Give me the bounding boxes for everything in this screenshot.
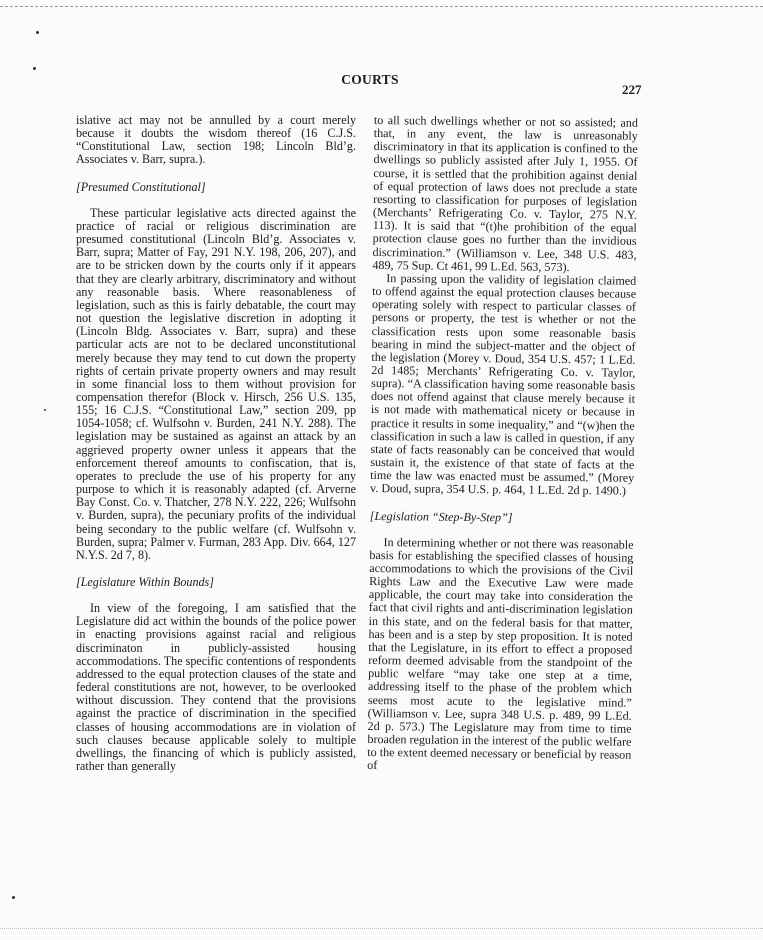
paragraph: In view of the foregoing, I am satisfied that the Legislature did act within the bounds of the police power in enacting provisions against racial and religious discriminaton in publicly-assisted housing accommodations. The specific contentions of respondents addressed to the equal protection clauses of the state and federal constitutions are not, however, to be overlooked without discussion. They contend that the provisions against the practice of discrimination in the specified classes of housing accommodations are in violation of such clauses because applicable solely to multiple dwellings, the financing of which is publicly assisted, rather than generally (76, 601, 356, 774)
paragraph: In determining whether or not there was reasonable basis for establishing the specified classes of housing accommodations to which the provisions of the Civil Rights Law and the Executive Law were made applicable, the court may take into consideration the fact that civil rights and anti-discrimination legislation in this state, and on the federal basis for that matter, has been and is a step by step proposition. It is noted that the Legislature, in its effort to effect a proposed reform deemed advisable from the standpoint of the public welfare “may take one step at a time, addressing itself to the phase of the problem which seems most acute to the legislative mind.” (Williamson v. Lee, supra 348 U.S. p. 489, 99 L.Ed. 2d p. 573.) The Legislature may from time to time broaden regulation in the interest of the public welfare to the extent deemed necessary or beneficial by reason of (367, 534, 634, 773)
scan-speck (33, 67, 36, 70)
page-number: 227 (622, 82, 642, 97)
paragraph: islative act may not be annulled by a court merely because it doubts the wisdom thereof (16 C.J.S. “Constitutional Law, section 198; Lincoln Bld’g. Associates v. Barr, supra.). (76, 113, 356, 167)
left-column (76, 114, 356, 773)
scan-bottom-border (0, 928, 763, 929)
paragraph: These particular legislative acts directed against the practice of racial or religious discrimination are presumed constitutional (Lincoln Bld’g. Associates v. Barr, supra; Matter of Fay, 291 N.Y. 198, 206, 207), and are to be stricken down by the courts only if it appears that they are clearly arbitrary, discriminatory and without any reasonable basis. Where reasonableness of legislation, such as this is fairly debatable, the court may not question the legislative discretion in adopting it (Lincoln Bldg. Associates v. Barr, supra) and these particular acts are not to be declared unconstitutional merely because they may tend to cut down the property rights of certain private property owners and may result in some financial loss to them without provision for compensation therefor (Block v. Hirsch, 256 U.S. 135, 155; 16 C.J.S. “Constitutional Law,” section 209, pp 1054-1058; cf. Wulfsohn v. Burden, 241 N.Y. 288). The legislation may be sustained as against an attack by an aggrieved property owner unless it appears that the enforcement thereof amounts to confiscation, that is, operates to preclude the use of his property for any purpose to which it is reasonably adapted (cf. Arverne Bay Const. Co. v. Thatcher, 278 N.Y. 222, 226; Wulfsohn v. Burden, supra), the pecuniary profits of the individual being secondary to the public welfare (cf. Wulfsohn v. Burden, supra; Palmer v. Furman, 283 App. Div. 664, 127 N.Y.S. 2d 7, 8). (76, 205, 356, 562)
right-column (367, 114, 638, 775)
running-header: COURTS (341, 72, 399, 87)
scan-speck (44, 409, 46, 411)
section-heading: [Legislation “Step-By-Step”] (369, 508, 513, 525)
paragraph: to all such dwellings whether or not so assisted; and that, in any event, the law is unreasonably discriminatory in that its application is confined to the dwellings so publicly assisted after July 1, 1955. Of course, it is settled that the prohibition against denial of equal protection of laws does not preclude a state resorting to classification for purposes of legislation (Merchants’ Refrigerating Co. v. Taylor, 275 N.Y. 113). It is said that “(t)he prohibition of the equal protection clause goes no further than the invidious discrimination.” (Williamson v. Lee, 348 U.S. 483, 489, 75 Sup. Ct 461, 99 L.Ed. 563, 573). (372, 113, 638, 274)
paragraph: In passing upon the validity of legislation claimed to offend against the equal protection clauses because operating solely with respect to particular classes of persons or property, the test is whether or not the classification rests upon some reasonable basis bearing in mind the subject-matter and the object of the legislation (Morey v. Doud, 354 U.S. 457; 1 L.Ed. 2d 1485; Merchants’ Refrigerating Co. v. Taylor, supra). “A classification having some reasonable basis does not offend against that clause merely because it is not made with mathematical nicety or because in practice it results in some inequality,” and “(w)hen the classification in such a law is called in question, if any state of facts reasonably can be conceived that would sustain it, the existence of that state of facts at the time the law was enacted must be assumed.” (Morey v. Doud, supra, 354 U.S. p. 464, 1 L.Ed. 2d p. 1490.) (370, 271, 637, 499)
scan-top-border (0, 6, 763, 7)
section-heading: [Presumed Constitutional] (76, 179, 206, 194)
section-heading: [Legislature Within Bounds] (76, 575, 214, 589)
scan-speck (12, 896, 15, 899)
scan-speck (36, 31, 39, 34)
